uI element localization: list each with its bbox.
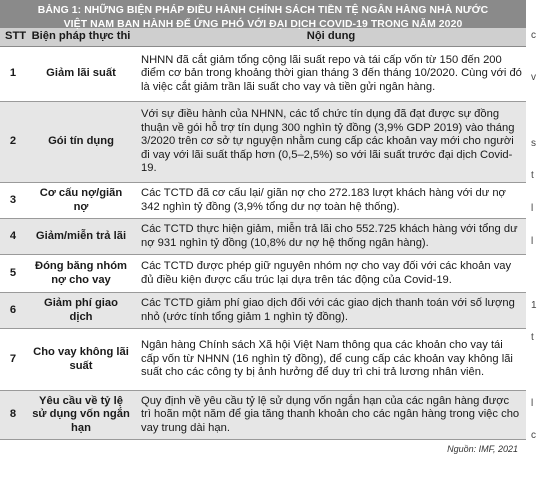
row-content: Các TCTD thực hiện giảm, miễn trả lãi cho 552.725 khách hàng với tổng dư nợ 931 nghìn tỷ đồng (10,8% dư nợ hệ thống ngân hàng). — [136, 219, 526, 255]
table-row — [0, 391, 526, 440]
row-measure: Đóng băng nhóm nợ cho vay — [26, 255, 136, 293]
table-row — [0, 183, 526, 219]
row-measure: Gói tín dụng — [26, 102, 136, 183]
row-measure: Giảm/miễn trả lãi — [26, 219, 136, 255]
row-content: Ngân hàng Chính sách Xã hội Việt Nam thông qua các khoản cho vay tái cấp vốn từ NHNN (16 nghìn tỷ đồng), để cung cấp các khoản vay không lãi suất cho các công ty bị ảnh hưởng để duy trì chi trả lương nhân viên. — [136, 329, 526, 391]
table-title — [0, 0, 526, 28]
table-row — [0, 47, 526, 102]
header-measure: Biện pháp thực thi — [26, 28, 136, 47]
row-stt: 6 — [0, 293, 26, 329]
header-content: Nội dung — [136, 28, 526, 47]
row-measure: Cho vay không lãi suất — [26, 329, 136, 391]
policy-table — [0, 28, 526, 440]
row-content: Các TCTD giảm phí giao dịch đối với các giao dịch thanh toán với số lượng nhỏ (ước tính tổng giảm 1 nghìn tỷ đồng). — [136, 293, 526, 329]
side-char: s — [531, 138, 536, 149]
row-stt: 1 — [0, 47, 26, 102]
side-char: l — [531, 203, 534, 214]
side-char: c — [531, 30, 536, 41]
table-title-line-2: VIỆT NAM BAN HÀNH ĐỂ ỨNG PHÓ VỚI ĐẠI DỊCH COVID-19 TRONG NĂM 2020 — [63, 19, 463, 30]
row-content: Các TCTD đã cơ cấu lại/ giãn nợ cho 272.183 lượt khách hàng với dư nợ 342 nghìn tỷ đồng (3,9% tổng dư nợ toàn hệ thống). — [136, 183, 526, 219]
row-content: Quy định về yêu cầu tỷ lệ sử dụng vốn ngắn hạn của các ngân hàng được trì hoãn một năm để gia tăng thanh khoản cho các ngân hàng trong việc cho vay trung dài hạn. — [136, 391, 526, 440]
side-char: c — [531, 430, 536, 441]
table-row — [0, 255, 526, 293]
row-stt: 5 — [0, 255, 26, 293]
row-measure: Giảm lãi suất — [26, 47, 136, 102]
side-char: l — [531, 398, 534, 409]
row-stt: 4 — [0, 219, 26, 255]
side-char: t — [531, 332, 534, 343]
header-stt: STT — [0, 28, 26, 47]
side-char: l — [531, 236, 534, 247]
row-stt: 7 — [0, 329, 26, 391]
row-measure: Cơ cấu nợ/giãn nợ — [26, 183, 136, 219]
adjacent-column-text — [530, 0, 538, 483]
table-row — [0, 329, 526, 391]
table-row — [0, 293, 526, 329]
table-row — [0, 102, 526, 183]
row-measure: Yêu cầu về tỷ lệ sử dụng vốn ngắn hạn — [26, 391, 136, 440]
side-char: v — [531, 72, 536, 83]
row-content: Với sự điều hành của NHNN, các tổ chức tín dụng đã đạt được sự đồng thuận về gói hỗ trợ tín dụng 300 nghìn tỷ đồng (3,9% GDP 2019) vào tháng 3/2020 trên cơ sở tự nguyện nhằm cung cấp các khoản vay mới cho người đi vay với lãi suất thấp hơn (0,5–2,5%) so với lãi suất trước đại dịch Covid-19. — [136, 102, 526, 183]
side-char: 1 — [531, 300, 537, 311]
table-row — [0, 219, 526, 255]
row-measure: Giảm phí giao dịch — [26, 293, 136, 329]
row-stt: 3 — [0, 183, 26, 219]
table-title-line-1: BẢNG 1: NHỮNG BIỆN PHÁP ĐIỀU HÀNH CHÍNH SÁCH TIỀN TỆ NGÂN HÀNG NHÀ NƯỚC — [37, 5, 489, 16]
table-source: Nguồn: IMF, 2021 — [447, 444, 518, 454]
row-stt: 2 — [0, 102, 26, 183]
row-content: NHNN đã cắt giảm tổng cộng lãi suất repo và tái cấp vốn từ 150 đến 200 điểm cơ bản trong khoảng thời gian tháng 3 đến tháng 10/2020. Cùng với đó là việc cắt giảm trần lãi suất cho vay và tiền gửi ngân hàng. — [136, 47, 526, 102]
row-stt: 8 — [0, 391, 26, 440]
side-char: t — [531, 170, 534, 181]
row-content: Các TCTD được phép giữ nguyên nhóm nợ cho vay đối với các khoản vay đủ điều kiện được cấu trúc lại dựa trên tác động của Covid-19. — [136, 255, 526, 293]
